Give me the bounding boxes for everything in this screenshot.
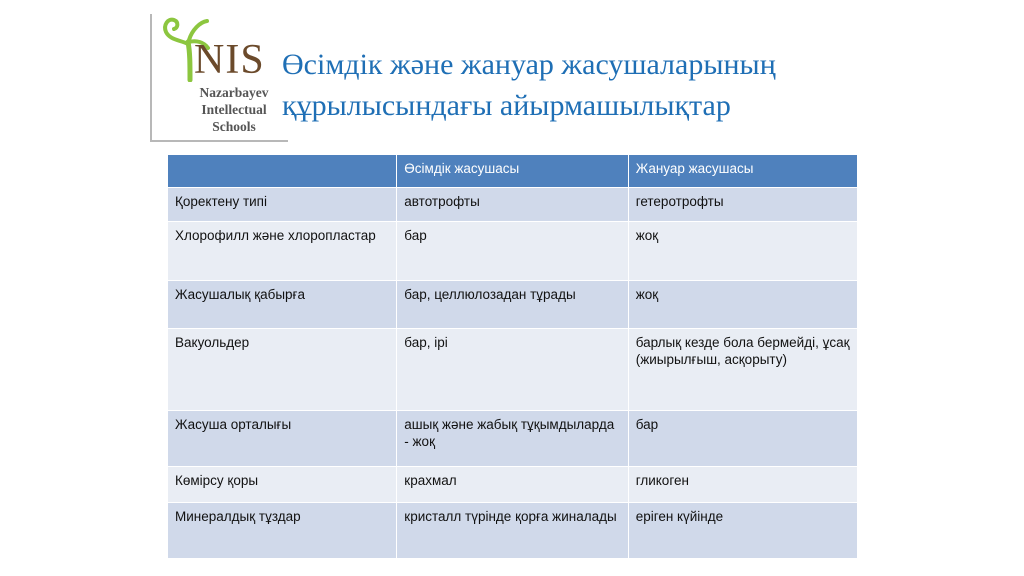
table-cell: Жасушалық қабырға (168, 281, 397, 329)
table-row (168, 188, 858, 222)
table-cell: бар, ірі (397, 329, 628, 411)
table-cell: автотрофты (397, 188, 628, 222)
table-cell: еріген күйінде (628, 503, 857, 559)
table-row (168, 411, 858, 467)
table-cell: жоқ (628, 281, 857, 329)
table-row (168, 222, 858, 281)
table-cell: Қоректену типі (168, 188, 397, 222)
table-cell: кристалл түрінде қорға жиналады (397, 503, 628, 559)
table-cell: Хлорофилл және хлоропластар (168, 222, 397, 281)
table-cell: крахмал (397, 467, 628, 503)
table-header-row (168, 155, 858, 188)
table-cell: бар (628, 411, 857, 467)
table-cell: гетеротрофты (628, 188, 857, 222)
table-row (168, 467, 858, 503)
table-cell: барлық кезде бола бермейді, ұсақ (жиырылғыш, асқорыту) (628, 329, 857, 411)
slide-title (282, 44, 982, 126)
table-cell: гликоген (628, 467, 857, 503)
logo-subtitle (184, 84, 284, 135)
slide-title-line: құрылысындағы айырмашылықтар (282, 89, 731, 122)
logo-wordmark: NIS (194, 37, 265, 83)
table-cell: жоқ (628, 222, 857, 281)
table-row (168, 281, 858, 329)
logo-subtitle-line: Intellectual (201, 102, 267, 117)
table-row (168, 329, 858, 411)
table-cell: бар, целлюлозадан тұрады (397, 281, 628, 329)
table-cell: Вакуольдер (168, 329, 397, 411)
table-cell: бар (397, 222, 628, 281)
table-header-cell (168, 155, 397, 188)
table-cell: ашық және жабық тұқымдыларда - жоқ (397, 411, 628, 467)
comparison-table (167, 154, 858, 559)
table-header-cell: Жануар жасушасы (628, 155, 857, 188)
table-row (168, 503, 858, 559)
slide-title-line: Өсімдік және жануар жасушаларының (282, 48, 776, 81)
table-cell: Минералдық тұздар (168, 503, 397, 559)
table-cell: Жасуша орталығы (168, 411, 397, 467)
nis-logo (150, 14, 288, 142)
table-header-cell: Өсімдік жасушасы (397, 155, 628, 188)
logo-subtitle-line: Schools (212, 119, 256, 134)
table-cell: Көмірсу қоры (168, 467, 397, 503)
logo-subtitle-line: Nazarbayev (199, 85, 269, 100)
